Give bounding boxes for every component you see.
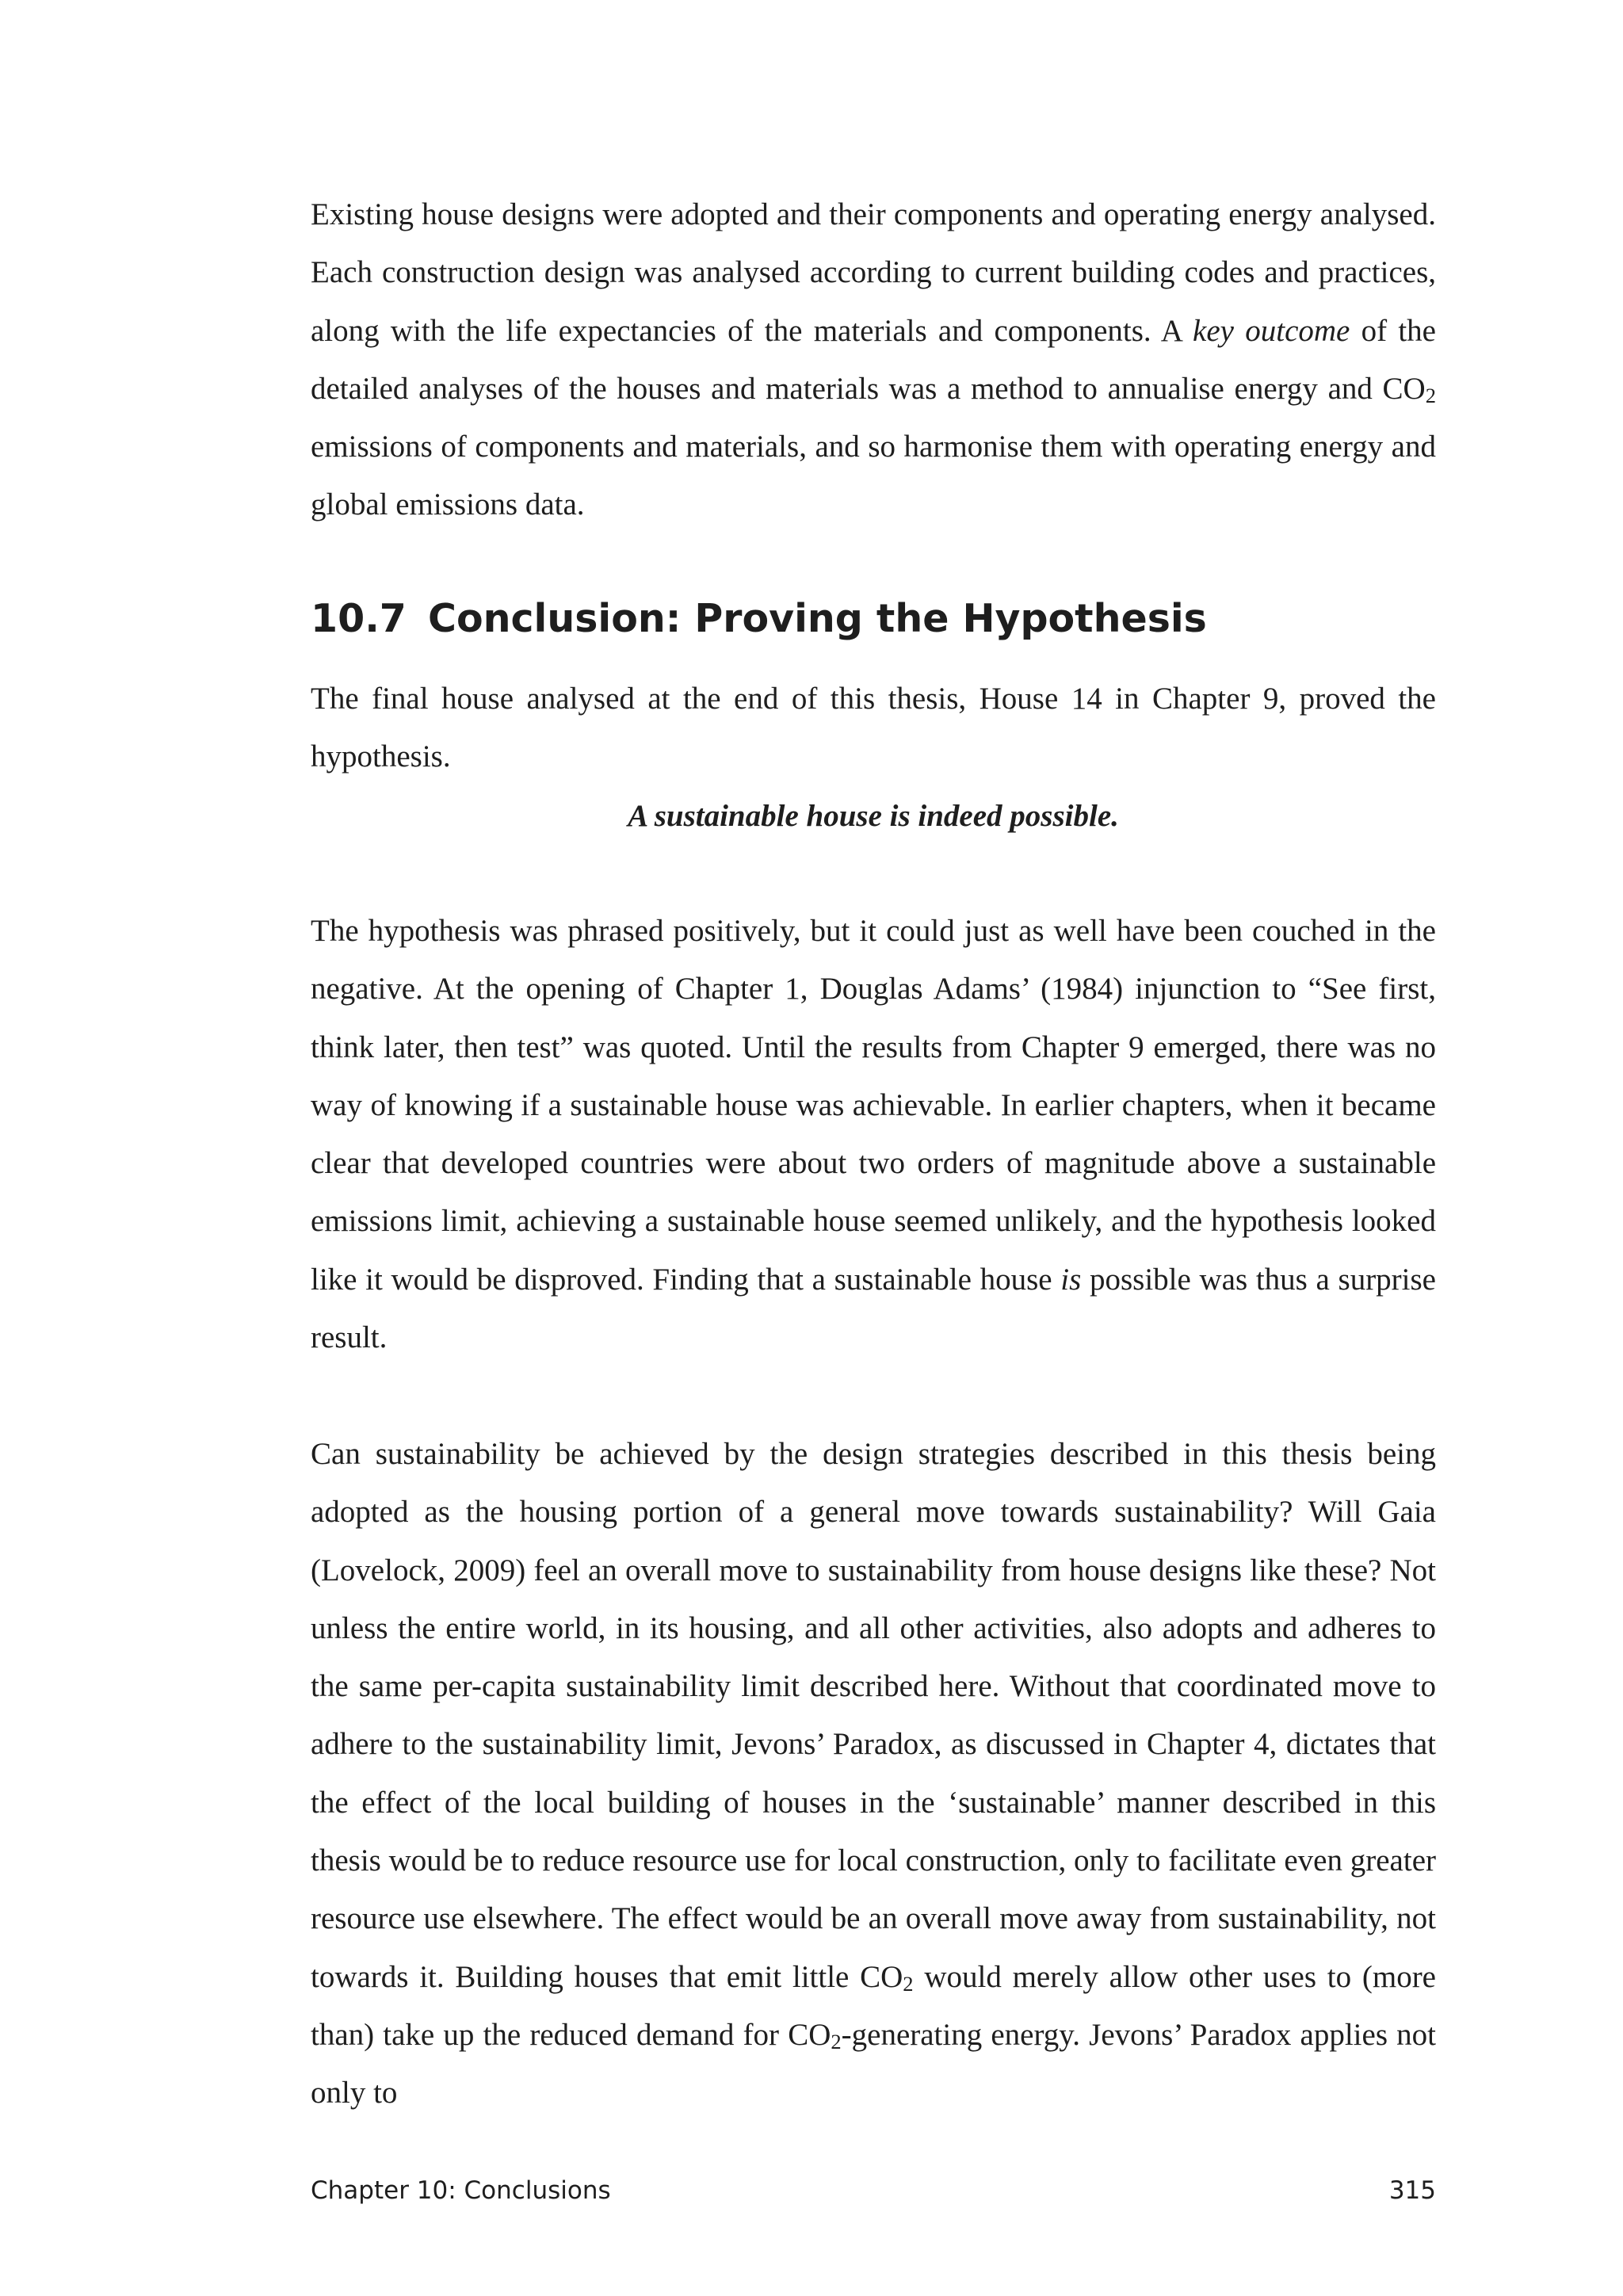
paragraph-text: -generating energy. Jevons’ Paradox applies not only to [311, 2017, 1436, 2111]
paragraph-text: would merely allow other uses to (more than) take up the reduced demand for CO [311, 1959, 1436, 2052]
co2-subscript: 2 [831, 2029, 842, 2053]
paragraph-existing-house-designs [311, 185, 1436, 534]
paragraph-text: The hypothesis was phrased positively, but it could just as well have been couched in the negative. At the opening of Chapter 1, Douglas Adams’ (1984) injunction to “See first, think later, then test” was quoted. Until the results from Chapter 9 emerged, there was no way of knowing if a sustainable house was achievable. In earlier chapters, when it became clear that developed countries were about two orders of magnitude above a sustainable emissions limit, achieving a sustainable house seemed unlikely, and the hypothesis looked like it would be disproved. Finding that a sustainable house [311, 914, 1436, 1297]
is-emphasis: is [1060, 1262, 1082, 1297]
paragraph-text: of the detailed analyses of the houses and materials was a method to annualise energy and CO [311, 313, 1436, 406]
section-heading [311, 596, 1436, 641]
footer-chapter-label: Chapter 10: Conclusions [311, 2176, 611, 2205]
paragraph-sustainability-achieved [311, 1425, 1436, 2122]
key-outcome-emphasis: key outcome [1193, 313, 1350, 348]
paragraph-text: emissions of components and materials, and so harmonise them with operating energy and global emissions data. [311, 430, 1436, 522]
paragraph-hypothesis-phrasing [311, 902, 1436, 1366]
paragraph-text: Existing house designs were adopted and their components and operating energy analysed. Each construction design was analysed according to current building codes and practices, along with the life expectancies of the materials and components. A [311, 197, 1436, 348]
page-number: 315 [1388, 2176, 1436, 2205]
paragraph-text: Can sustainability be achieved by the design strategies described in this thesis being adopted as the housing portion of a general move towards sustainability? Will Gaia (Lovelock, 2009) feel an overall move to sustainability from house designs like these? Not unless the entire world, in its housing, and all other activities, also adopts and adheres to the same per-capita sustainability limit described here. Without that coordinated move to adhere to the sustainability limit, Jevons’ Paradox, as discussed in Chapter 4, dictates that the effect of the local building of houses in the ‘sustainable’ manner described in this thesis would be to reduce resource use for local construction, only to facilitate even greater resource use elsewhere. The effect would be an overall move away from sustainability, not towards it. Building houses that emit little CO [311, 1437, 1436, 1994]
page-footer [311, 2176, 1436, 2205]
paragraph-text: possible was thus a surprise result. [311, 1262, 1436, 1355]
co2-subscript: 2 [903, 1971, 914, 1996]
paragraph-final-house: The final house analysed at the end of this thesis, House 14 in Chapter 9, proved the hypothesis. [311, 682, 1436, 774]
emphasis-statement: A sustainable house is indeed possible. [628, 799, 1119, 833]
co2-subscript: 2 [1425, 383, 1436, 407]
section-number: 10.7 [311, 596, 407, 641]
section-title: Conclusion: Proving the Hypothesis [428, 596, 1207, 641]
